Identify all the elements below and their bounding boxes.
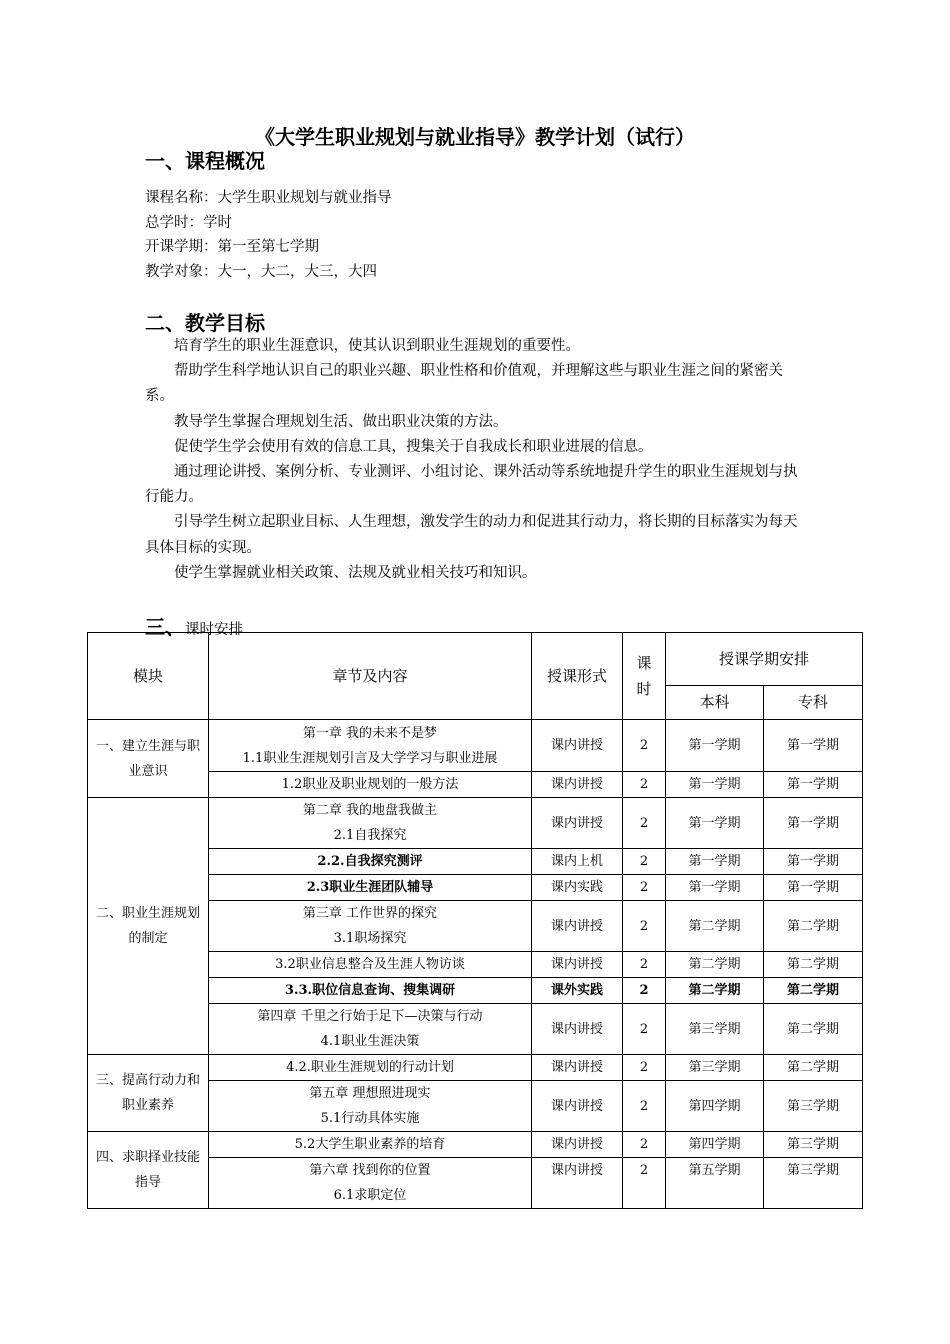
chapter-cell: 3.3.职位信息查询、搜集调研 [209, 978, 532, 1004]
form-cell: 课内讲授 [532, 901, 623, 952]
objective-paragraph: 帮助学生科学地认识自己的职业兴趣、职业性格和价值观，并理解这些与职业生涯之间的紧密关系。 [145, 363, 783, 405]
hours-cell: 2 [623, 978, 666, 1004]
table-row [88, 1132, 863, 1158]
header-module: 模块 [88, 633, 209, 720]
objective-paragraph: 促使学生学会使用有效的信息工具，搜集关于自我成长和职业进展的信息。 [174, 438, 653, 455]
undergrad-term-cell: 第二学期 [666, 978, 764, 1004]
chapter-cell: 2.3职业生涯团队辅导 [209, 875, 532, 901]
header-junior-college: 专科 [764, 686, 863, 720]
table-header-row [88, 633, 863, 686]
hours-cell: 2 [623, 772, 666, 798]
objective-paragraph: 教导学生掌握合理规划生活、做出职业决策的方法。 [174, 413, 508, 430]
junior-term-cell: 第三学期 [764, 1132, 863, 1158]
form-cell: 课外实践 [532, 978, 623, 1004]
undergrad-term-cell: 第四学期 [666, 1081, 764, 1132]
junior-term-cell: 第二学期 [764, 952, 863, 978]
undergrad-term-cell: 第一学期 [666, 720, 764, 772]
junior-term-cell: 第一学期 [764, 849, 863, 875]
form-cell: 课内讲授 [532, 798, 623, 849]
hours-cell: 2 [623, 798, 666, 849]
chapter-cell: 第四章 千里之行始于足下—决策与行动 4.1职业生涯决策 [209, 1004, 532, 1055]
hours-cell: 2 [623, 1132, 666, 1158]
objective-paragraph: 引导学生树立起职业目标、人生理想，激发学生的动力和促进其行动力，将长期的目标落实为每天具体目标的实现。 [145, 514, 798, 556]
hours-cell: 2 [623, 1055, 666, 1081]
undergrad-term-cell: 第三学期 [666, 1004, 764, 1055]
hours-cell: 2 [623, 1004, 666, 1055]
undergrad-term-cell: 第二学期 [666, 901, 764, 952]
chapter-cell: 第一章 我的未来不是梦 1.1职业生涯规划引言及大学学习与职业进展 [209, 720, 532, 772]
objective-paragraph: 培育学生的职业生涯意识，使其认识到职业生涯规划的重要性。 [174, 338, 580, 354]
undergrad-term-cell: 第一学期 [666, 849, 764, 875]
hours-cell: 2 [623, 1158, 666, 1209]
junior-term-cell: 第二学期 [764, 1055, 863, 1081]
undergrad-term-cell: 第一学期 [666, 772, 764, 798]
objective-paragraph: 通过理论讲授、案例分析、专业测评、小组讨论、课外活动等系统地提升学生的职业生涯规划与执行能力。 [145, 464, 798, 506]
hours-cell: 2 [623, 1081, 666, 1132]
junior-term-cell: 第一学期 [764, 798, 863, 849]
semester-line: 开课学期：第一至第七学期 [145, 239, 319, 256]
junior-term-cell: 第三学期 [764, 1081, 863, 1132]
hours-cell: 2 [623, 952, 666, 978]
header-undergrad: 本科 [666, 686, 764, 720]
undergrad-term-cell: 第三学期 [666, 1055, 764, 1081]
form-cell: 课内讲授 [532, 952, 623, 978]
module-cell: 二、职业生涯规划的制定 [88, 798, 209, 1055]
section3-title: 课时安排 [185, 622, 243, 638]
chapter-cell: 第六章 找到你的位置 6.1求职定位 [209, 1158, 532, 1209]
chapter-cell: 5.2大学生职业素养的培育 [209, 1132, 532, 1158]
junior-term-cell: 第二学期 [764, 901, 863, 952]
schedule-table [87, 632, 863, 1209]
form-cell: 课内讲授 [532, 772, 623, 798]
chapter-cell: 第三章 工作世界的探究 3.1职场探究 [209, 901, 532, 952]
document-title: 《大学生职业规划与就业指导》教学计划（试行） [255, 125, 695, 149]
header-schedule: 授课学期安排 [666, 633, 863, 686]
total-hours-line: 总学时：学时 [145, 214, 232, 231]
course-info [145, 186, 392, 285]
audience-line: 教学对象：大一，大二，大三，大四 [145, 264, 377, 281]
chapter-cell: 第五章 理想照进现实 5.1行动具体实施 [209, 1081, 532, 1132]
header-chapter: 章节及内容 [209, 633, 532, 720]
table-row [88, 1055, 863, 1081]
objective-paragraph: 使学生掌握就业相关政策、法规及就业相关技巧和知识。 [174, 564, 537, 581]
chapter-cell: 1.2职业及职业规划的一般方法 [209, 772, 532, 798]
table-row [88, 798, 863, 849]
module-cell: 三、提高行动力和职业素养 [88, 1055, 209, 1132]
form-cell: 课内讲授 [532, 1055, 623, 1081]
module-cell: 一、建立生涯与职业意识 [88, 720, 209, 798]
junior-term-cell: 第一学期 [764, 720, 863, 772]
undergrad-term-cell: 第一学期 [666, 798, 764, 849]
junior-term-cell: 第二学期 [764, 1004, 863, 1055]
form-cell: 课内讲授 [532, 720, 623, 772]
undergrad-term-cell: 第二学期 [666, 952, 764, 978]
junior-term-cell: 第一学期 [764, 875, 863, 901]
table-row [88, 720, 863, 772]
hours-cell: 2 [623, 849, 666, 875]
junior-term-cell: 第二学期 [764, 978, 863, 1004]
chapter-cell: 2.2.自我探究测评 [209, 849, 532, 875]
chapter-cell: 3.2职业信息整合及生涯人物访谈 [209, 952, 532, 978]
undergrad-term-cell: 第四学期 [666, 1132, 764, 1158]
header-form: 授课形式 [532, 633, 623, 720]
header-hours: 课时 [623, 633, 666, 720]
course-name-line: 课程名称：大学生职业规划与就业指导 [145, 190, 392, 206]
undergrad-term-cell: 第五学期 [666, 1158, 764, 1209]
objectives [145, 334, 810, 586]
form-cell: 课内讲授 [532, 1158, 623, 1209]
form-cell: 课内上机 [532, 849, 623, 875]
section2-heading: 二、教学目标 [145, 311, 265, 335]
chapter-cell: 4.2.职业生涯规划的行动计划 [209, 1055, 532, 1081]
form-cell: 课内讲授 [532, 1081, 623, 1132]
hours-cell: 2 [623, 875, 666, 901]
form-cell: 课内讲授 [532, 1132, 623, 1158]
chapter-cell: 第二章 我的地盘我做主 2.1自我探究 [209, 798, 532, 849]
undergrad-term-cell: 第一学期 [666, 875, 764, 901]
form-cell: 课内讲授 [532, 1004, 623, 1055]
form-cell: 课内实践 [532, 875, 623, 901]
section1-heading: 一、课程概况 [145, 149, 265, 173]
section3-number: 三、 [145, 615, 185, 639]
module-cell: 四、求职择业技能指导 [88, 1132, 209, 1209]
junior-term-cell: 第三学期 [764, 1158, 863, 1209]
junior-term-cell: 第一学期 [764, 772, 863, 798]
hours-cell: 2 [623, 720, 666, 772]
hours-cell: 2 [623, 901, 666, 952]
